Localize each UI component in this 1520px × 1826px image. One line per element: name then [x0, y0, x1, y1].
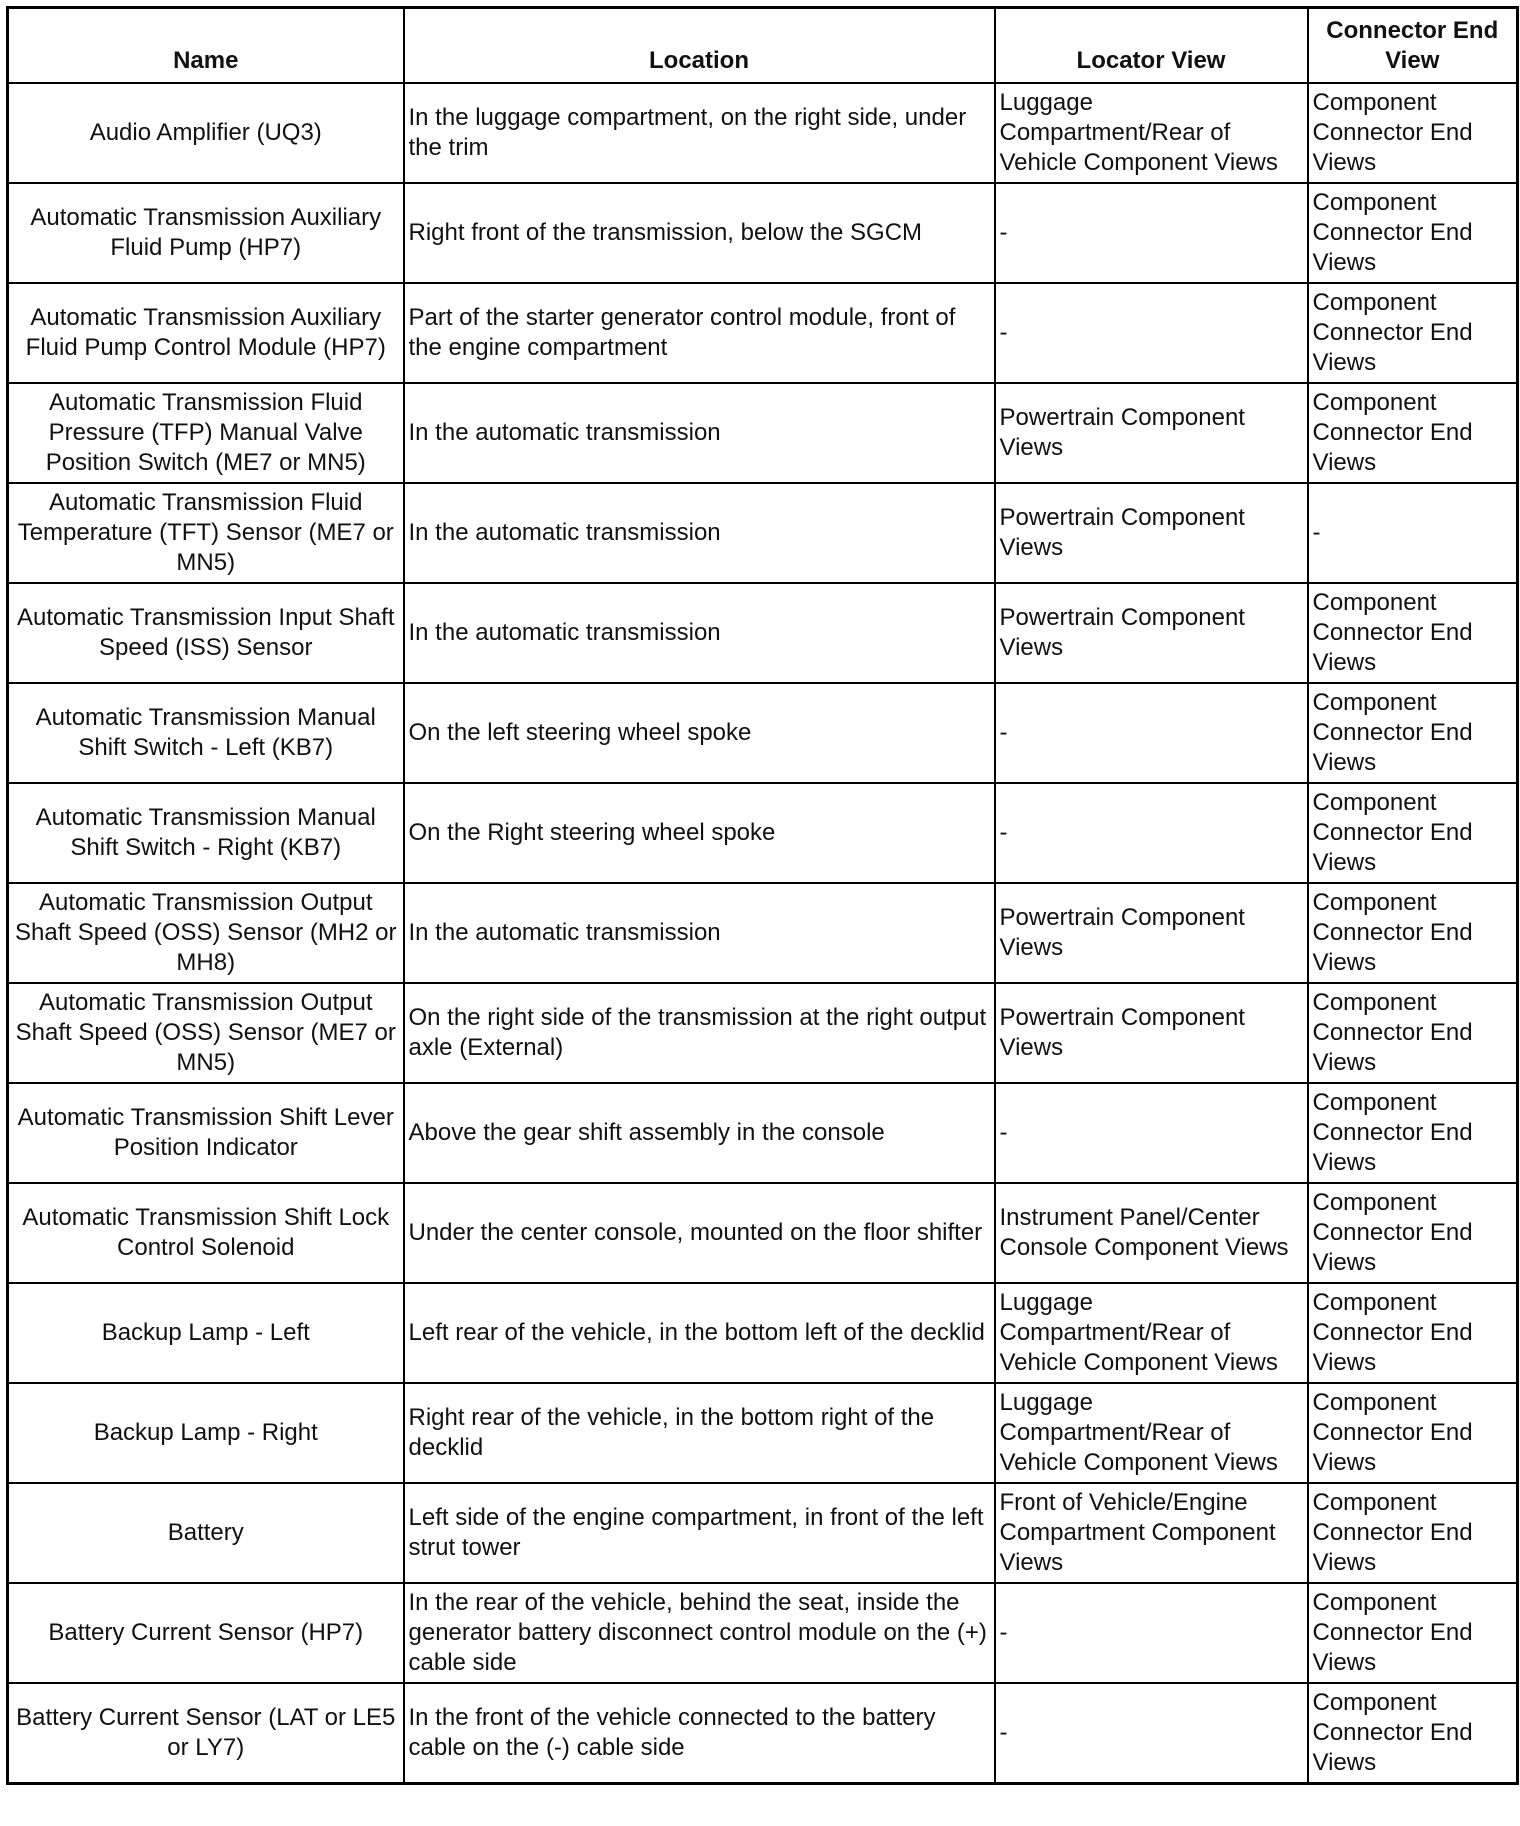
- cell-connector-end-view: Component Connector End Views: [1308, 1283, 1518, 1383]
- cell-connector-end-view: Component Connector End Views: [1308, 1083, 1518, 1183]
- table-row: [8, 983, 1518, 1083]
- cell-locator-view: Powertrain Component Views: [995, 883, 1308, 983]
- table-row: [8, 1683, 1518, 1783]
- cell-locator-view: Luggage Compartment/Rear of Vehicle Component Views: [995, 83, 1308, 183]
- cell-connector-end-view: Component Connector End Views: [1308, 1683, 1518, 1783]
- cell-locator-view: Luggage Compartment/Rear of Vehicle Component Views: [995, 1283, 1308, 1383]
- cell-locator-view: Powertrain Component Views: [995, 383, 1308, 483]
- header-name: Name: [8, 8, 404, 84]
- cell-location: On the left steering wheel spoke: [404, 683, 995, 783]
- cell-locator-view: Powertrain Component Views: [995, 483, 1308, 583]
- table-body: [8, 83, 1518, 1783]
- cell-location: In the automatic transmission: [404, 583, 995, 683]
- cell-connector-end-view: Component Connector End Views: [1308, 1183, 1518, 1283]
- cell-connector-end-view: -: [1308, 483, 1518, 583]
- cell-connector-end-view: Component Connector End Views: [1308, 383, 1518, 483]
- table-row: [8, 583, 1518, 683]
- cell-location: Right rear of the vehicle, in the bottom right of the decklid: [404, 1383, 995, 1483]
- cell-name: Automatic Transmission Output Shaft Speed (OSS) Sensor (MH2 or MH8): [8, 883, 404, 983]
- table-row: [8, 183, 1518, 283]
- cell-connector-end-view: Component Connector End Views: [1308, 1483, 1518, 1583]
- table-row: [8, 1483, 1518, 1583]
- cell-locator-view: Front of Vehicle/Engine Compartment Component Views: [995, 1483, 1308, 1583]
- table-row: [8, 283, 1518, 383]
- cell-connector-end-view: Component Connector End Views: [1308, 883, 1518, 983]
- cell-name: Backup Lamp - Left: [8, 1283, 404, 1383]
- table-row: [8, 83, 1518, 183]
- cell-location: On the Right steering wheel spoke: [404, 783, 995, 883]
- component-locator-table: [6, 6, 1519, 1785]
- cell-connector-end-view: Component Connector End Views: [1308, 83, 1518, 183]
- cell-location: In the rear of the vehicle, behind the seat, inside the generator battery disconnect control module on the (+) cable side: [404, 1583, 995, 1683]
- cell-name: Automatic Transmission Input Shaft Speed (ISS) Sensor: [8, 583, 404, 683]
- table-row: [8, 883, 1518, 983]
- component-locator-table-container: [6, 6, 1516, 1785]
- table-row: [8, 683, 1518, 783]
- cell-locator-view: Powertrain Component Views: [995, 983, 1308, 1083]
- cell-location: Left side of the engine compartment, in front of the left strut tower: [404, 1483, 995, 1583]
- table-row: [8, 1583, 1518, 1683]
- cell-name: Battery Current Sensor (HP7): [8, 1583, 404, 1683]
- cell-name: Battery Current Sensor (LAT or LE5 or LY7): [8, 1683, 404, 1783]
- cell-location: In the front of the vehicle connected to the battery cable on the (-) cable side: [404, 1683, 995, 1783]
- cell-locator-view: -: [995, 183, 1308, 283]
- cell-location: In the luggage compartment, on the right side, under the trim: [404, 83, 995, 183]
- cell-locator-view: -: [995, 683, 1308, 783]
- cell-connector-end-view: Component Connector End Views: [1308, 983, 1518, 1083]
- cell-connector-end-view: Component Connector End Views: [1308, 583, 1518, 683]
- cell-locator-view: Luggage Compartment/Rear of Vehicle Component Views: [995, 1383, 1308, 1483]
- cell-name: Battery: [8, 1483, 404, 1583]
- table-row: [8, 783, 1518, 883]
- cell-location: In the automatic transmission: [404, 483, 995, 583]
- cell-name: Automatic Transmission Shift Lock Control Solenoid: [8, 1183, 404, 1283]
- cell-connector-end-view: Component Connector End Views: [1308, 683, 1518, 783]
- cell-name: Automatic Transmission Manual Shift Switch - Left (KB7): [8, 683, 404, 783]
- table-header: [8, 8, 1518, 84]
- cell-location: Left rear of the vehicle, in the bottom left of the decklid: [404, 1283, 995, 1383]
- cell-name: Automatic Transmission Auxiliary Fluid Pump Control Module (HP7): [8, 283, 404, 383]
- cell-location: In the automatic transmission: [404, 883, 995, 983]
- cell-name: Automatic Transmission Fluid Temperature (TFT) Sensor (ME7 or MN5): [8, 483, 404, 583]
- cell-name: Automatic Transmission Auxiliary Fluid Pump (HP7): [8, 183, 404, 283]
- cell-locator-view: -: [995, 783, 1308, 883]
- cell-locator-view: Powertrain Component Views: [995, 583, 1308, 683]
- table-row: [8, 483, 1518, 583]
- cell-connector-end-view: Component Connector End Views: [1308, 1383, 1518, 1483]
- cell-location: Part of the starter generator control module, front of the engine compartment: [404, 283, 995, 383]
- cell-locator-view: Instrument Panel/Center Console Component Views: [995, 1183, 1308, 1283]
- cell-connector-end-view: Component Connector End Views: [1308, 183, 1518, 283]
- cell-name: Automatic Transmission Output Shaft Speed (OSS) Sensor (ME7 or MN5): [8, 983, 404, 1083]
- cell-locator-view: -: [995, 1083, 1308, 1183]
- header-locator-view: Locator View: [995, 8, 1308, 84]
- cell-name: Automatic Transmission Shift Lever Position Indicator: [8, 1083, 404, 1183]
- cell-connector-end-view: Component Connector End Views: [1308, 1583, 1518, 1683]
- cell-locator-view: -: [995, 1683, 1308, 1783]
- cell-location: On the right side of the transmission at the right output axle (External): [404, 983, 995, 1083]
- cell-locator-view: -: [995, 283, 1308, 383]
- cell-location: In the automatic transmission: [404, 383, 995, 483]
- header-location: Location: [404, 8, 995, 84]
- cell-location: Above the gear shift assembly in the console: [404, 1083, 995, 1183]
- header-row: [8, 8, 1518, 84]
- table-row: [8, 1283, 1518, 1383]
- cell-locator-view: -: [995, 1583, 1308, 1683]
- table-row: [8, 1083, 1518, 1183]
- table-row: [8, 383, 1518, 483]
- table-row: [8, 1383, 1518, 1483]
- cell-name: Audio Amplifier (UQ3): [8, 83, 404, 183]
- header-connector-end-view: Connector End View: [1308, 8, 1518, 84]
- cell-connector-end-view: Component Connector End Views: [1308, 283, 1518, 383]
- cell-location: Under the center console, mounted on the floor shifter: [404, 1183, 995, 1283]
- cell-location: Right front of the transmission, below the SGCM: [404, 183, 995, 283]
- table-row: [8, 1183, 1518, 1283]
- cell-name: Automatic Transmission Manual Shift Switch - Right (KB7): [8, 783, 404, 883]
- cell-name: Automatic Transmission Fluid Pressure (TFP) Manual Valve Position Switch (ME7 or MN5): [8, 383, 404, 483]
- cell-name: Backup Lamp - Right: [8, 1383, 404, 1483]
- cell-connector-end-view: Component Connector End Views: [1308, 783, 1518, 883]
